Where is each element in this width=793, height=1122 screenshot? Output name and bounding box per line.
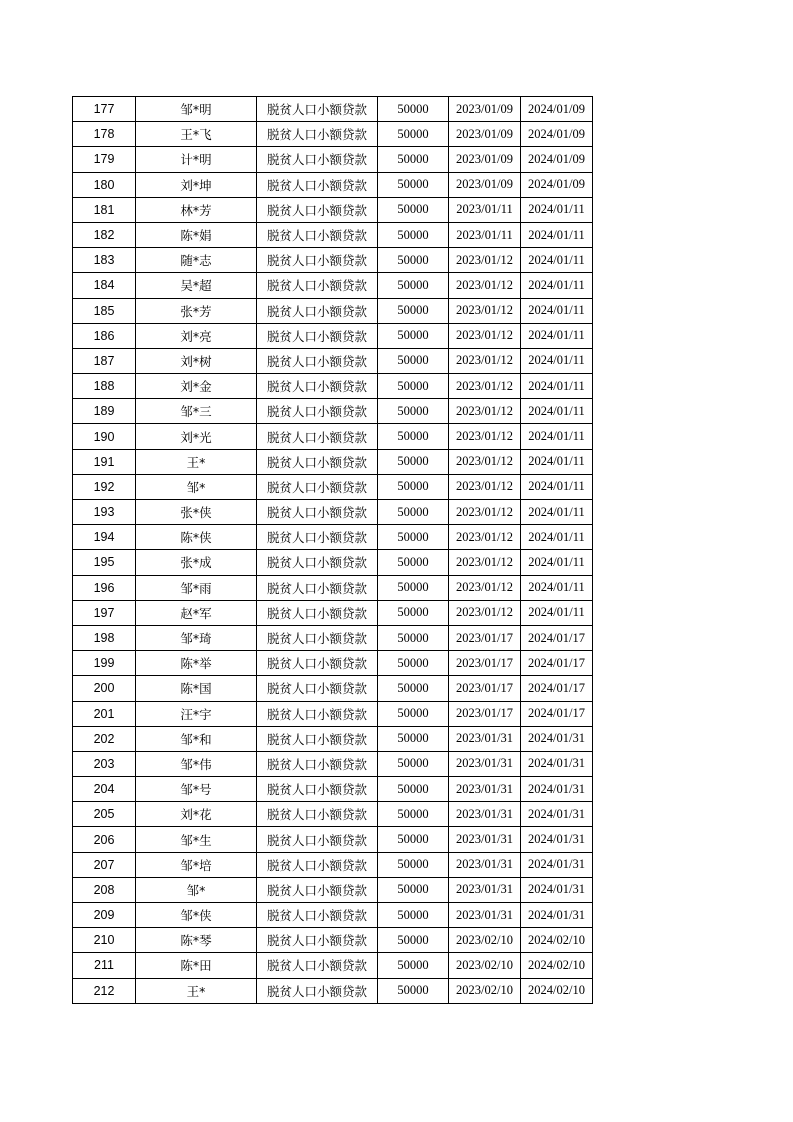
- row-number-cell: 183: [73, 248, 136, 273]
- loan-amount-cell: 50000: [378, 827, 449, 852]
- loan-type-cell: 脱贫人口小额贷款: [257, 777, 378, 802]
- loan-type-cell: 脱贫人口小额贷款: [257, 147, 378, 172]
- start-date-cell: 2023/01/09: [449, 172, 521, 197]
- table-row: [73, 600, 593, 625]
- table-row: [73, 802, 593, 827]
- start-date-cell: 2023/01/31: [449, 877, 521, 902]
- loan-amount-cell: 50000: [378, 197, 449, 222]
- table-row: [73, 928, 593, 953]
- loan-amount-cell: 50000: [378, 852, 449, 877]
- row-number-cell: 197: [73, 600, 136, 625]
- borrower-name-cell: 邹*: [136, 474, 257, 499]
- loan-type-cell: 脱贫人口小额贷款: [257, 903, 378, 928]
- row-number-cell: 200: [73, 676, 136, 701]
- loan-amount-cell: 50000: [378, 298, 449, 323]
- loan-amount-cell: 50000: [378, 172, 449, 197]
- start-date-cell: 2023/01/17: [449, 625, 521, 650]
- start-date-cell: 2023/01/12: [449, 600, 521, 625]
- loan-type-cell: 脱贫人口小额贷款: [257, 550, 378, 575]
- end-date-cell: 2024/01/11: [521, 550, 593, 575]
- table-row: [73, 852, 593, 877]
- end-date-cell: 2024/01/31: [521, 802, 593, 827]
- row-number-cell: 189: [73, 399, 136, 424]
- end-date-cell: 2024/01/11: [521, 298, 593, 323]
- loan-amount-cell: 50000: [378, 978, 449, 1003]
- loan-amount-cell: 50000: [378, 374, 449, 399]
- loan-type-cell: 脱贫人口小额贷款: [257, 222, 378, 247]
- loan-table-body: [73, 97, 593, 1004]
- loan-amount-cell: 50000: [378, 928, 449, 953]
- start-date-cell: 2023/01/12: [449, 500, 521, 525]
- end-date-cell: 2024/01/11: [521, 424, 593, 449]
- table-row: [73, 903, 593, 928]
- row-number-cell: 186: [73, 323, 136, 348]
- end-date-cell: 2024/01/31: [521, 777, 593, 802]
- table-row: [73, 273, 593, 298]
- row-number-cell: 205: [73, 802, 136, 827]
- borrower-name-cell: 汪*宇: [136, 701, 257, 726]
- loan-type-cell: 脱贫人口小额贷款: [257, 474, 378, 499]
- borrower-name-cell: 邹*侠: [136, 903, 257, 928]
- loan-type-cell: 脱贫人口小额贷款: [257, 600, 378, 625]
- loan-amount-cell: 50000: [378, 474, 449, 499]
- table-row: [73, 676, 593, 701]
- row-number-cell: 184: [73, 273, 136, 298]
- end-date-cell: 2024/01/11: [521, 500, 593, 525]
- start-date-cell: 2023/01/17: [449, 651, 521, 676]
- start-date-cell: 2023/01/09: [449, 97, 521, 122]
- row-number-cell: 210: [73, 928, 136, 953]
- start-date-cell: 2023/01/12: [449, 273, 521, 298]
- loan-amount-cell: 50000: [378, 273, 449, 298]
- table-row: [73, 122, 593, 147]
- borrower-name-cell: 邹*培: [136, 852, 257, 877]
- end-date-cell: 2024/01/11: [521, 525, 593, 550]
- loan-amount-cell: 50000: [378, 802, 449, 827]
- table-row: [73, 953, 593, 978]
- table-row: [73, 651, 593, 676]
- borrower-name-cell: 刘*坤: [136, 172, 257, 197]
- loan-type-cell: 脱贫人口小额贷款: [257, 424, 378, 449]
- borrower-name-cell: 刘*花: [136, 802, 257, 827]
- table-row: [73, 172, 593, 197]
- table-row: [73, 575, 593, 600]
- loan-type-cell: 脱贫人口小额贷款: [257, 122, 378, 147]
- borrower-name-cell: 赵*军: [136, 600, 257, 625]
- loan-type-cell: 脱贫人口小额贷款: [257, 172, 378, 197]
- borrower-name-cell: 林*芳: [136, 197, 257, 222]
- row-number-cell: 177: [73, 97, 136, 122]
- loan-amount-cell: 50000: [378, 676, 449, 701]
- table-row: [73, 978, 593, 1003]
- row-number-cell: 207: [73, 852, 136, 877]
- loan-type-cell: 脱贫人口小额贷款: [257, 877, 378, 902]
- end-date-cell: 2024/01/09: [521, 122, 593, 147]
- loan-amount-cell: 50000: [378, 449, 449, 474]
- row-number-cell: 194: [73, 525, 136, 550]
- loan-type-cell: 脱贫人口小额贷款: [257, 625, 378, 650]
- end-date-cell: 2024/01/11: [521, 474, 593, 499]
- end-date-cell: 2024/01/09: [521, 147, 593, 172]
- row-number-cell: 208: [73, 877, 136, 902]
- loan-type-cell: 脱贫人口小额贷款: [257, 449, 378, 474]
- start-date-cell: 2023/01/31: [449, 852, 521, 877]
- start-date-cell: 2023/01/11: [449, 197, 521, 222]
- table-row: [73, 877, 593, 902]
- start-date-cell: 2023/01/31: [449, 777, 521, 802]
- start-date-cell: 2023/02/10: [449, 978, 521, 1003]
- row-number-cell: 203: [73, 751, 136, 776]
- table-row: [73, 474, 593, 499]
- end-date-cell: 2024/02/10: [521, 928, 593, 953]
- end-date-cell: 2024/01/11: [521, 374, 593, 399]
- table-row: [73, 827, 593, 852]
- borrower-name-cell: 刘*金: [136, 374, 257, 399]
- loan-amount-cell: 50000: [378, 751, 449, 776]
- end-date-cell: 2024/01/31: [521, 852, 593, 877]
- borrower-name-cell: 陈*国: [136, 676, 257, 701]
- loan-amount-cell: 50000: [378, 525, 449, 550]
- row-number-cell: 192: [73, 474, 136, 499]
- end-date-cell: 2024/01/11: [521, 222, 593, 247]
- loan-amount-cell: 50000: [378, 323, 449, 348]
- table-row: [73, 147, 593, 172]
- loan-type-cell: 脱贫人口小额贷款: [257, 298, 378, 323]
- row-number-cell: 199: [73, 651, 136, 676]
- loan-type-cell: 脱贫人口小额贷款: [257, 953, 378, 978]
- table-row: [73, 751, 593, 776]
- loan-amount-cell: 50000: [378, 600, 449, 625]
- row-number-cell: 187: [73, 348, 136, 373]
- loan-amount-cell: 50000: [378, 147, 449, 172]
- end-date-cell: 2024/01/11: [521, 273, 593, 298]
- borrower-name-cell: 邹*号: [136, 777, 257, 802]
- loan-type-cell: 脱贫人口小额贷款: [257, 500, 378, 525]
- loan-type-cell: 脱贫人口小额贷款: [257, 525, 378, 550]
- table-row: [73, 323, 593, 348]
- row-number-cell: 188: [73, 374, 136, 399]
- end-date-cell: 2024/01/17: [521, 651, 593, 676]
- end-date-cell: 2024/01/11: [521, 248, 593, 273]
- row-number-cell: 193: [73, 500, 136, 525]
- loan-type-cell: 脱贫人口小额贷款: [257, 97, 378, 122]
- borrower-name-cell: 邹*雨: [136, 575, 257, 600]
- start-date-cell: 2023/01/12: [449, 449, 521, 474]
- borrower-name-cell: 刘*光: [136, 424, 257, 449]
- table-row: [73, 222, 593, 247]
- loan-amount-cell: 50000: [378, 877, 449, 902]
- end-date-cell: 2024/01/09: [521, 172, 593, 197]
- loan-amount-cell: 50000: [378, 726, 449, 751]
- row-number-cell: 178: [73, 122, 136, 147]
- loan-amount-cell: 50000: [378, 777, 449, 802]
- loan-type-cell: 脱贫人口小额贷款: [257, 701, 378, 726]
- start-date-cell: 2023/01/11: [449, 222, 521, 247]
- row-number-cell: 190: [73, 424, 136, 449]
- borrower-name-cell: 刘*树: [136, 348, 257, 373]
- start-date-cell: 2023/01/17: [449, 701, 521, 726]
- start-date-cell: 2023/01/17: [449, 676, 521, 701]
- start-date-cell: 2023/01/31: [449, 802, 521, 827]
- start-date-cell: 2023/01/12: [449, 399, 521, 424]
- loan-amount-cell: 50000: [378, 903, 449, 928]
- borrower-name-cell: 张*芳: [136, 298, 257, 323]
- start-date-cell: 2023/01/12: [449, 323, 521, 348]
- table-row: [73, 197, 593, 222]
- table-row: [73, 726, 593, 751]
- row-number-cell: 198: [73, 625, 136, 650]
- borrower-name-cell: 邹*和: [136, 726, 257, 751]
- start-date-cell: 2023/01/12: [449, 298, 521, 323]
- borrower-name-cell: 刘*亮: [136, 323, 257, 348]
- end-date-cell: 2024/01/11: [521, 600, 593, 625]
- row-number-cell: 195: [73, 550, 136, 575]
- borrower-name-cell: 张*成: [136, 550, 257, 575]
- end-date-cell: 2024/01/17: [521, 701, 593, 726]
- row-number-cell: 202: [73, 726, 136, 751]
- end-date-cell: 2024/01/11: [521, 575, 593, 600]
- loan-type-cell: 脱贫人口小额贷款: [257, 978, 378, 1003]
- loan-type-cell: 脱贫人口小额贷款: [257, 827, 378, 852]
- start-date-cell: 2023/01/31: [449, 726, 521, 751]
- start-date-cell: 2023/01/31: [449, 751, 521, 776]
- table-row: [73, 374, 593, 399]
- loan-type-cell: 脱贫人口小额贷款: [257, 651, 378, 676]
- borrower-name-cell: 陈*侠: [136, 525, 257, 550]
- loan-amount-cell: 50000: [378, 625, 449, 650]
- table-row: [73, 399, 593, 424]
- end-date-cell: 2024/01/11: [521, 348, 593, 373]
- loan-type-cell: 脱贫人口小额贷款: [257, 751, 378, 776]
- row-number-cell: 180: [73, 172, 136, 197]
- loan-type-cell: 脱贫人口小额贷款: [257, 273, 378, 298]
- loan-type-cell: 脱贫人口小额贷款: [257, 374, 378, 399]
- borrower-name-cell: 王*: [136, 978, 257, 1003]
- end-date-cell: 2024/01/31: [521, 827, 593, 852]
- table-row: [73, 424, 593, 449]
- end-date-cell: 2024/01/31: [521, 903, 593, 928]
- loan-amount-cell: 50000: [378, 701, 449, 726]
- borrower-name-cell: 陈*田: [136, 953, 257, 978]
- end-date-cell: 2024/02/10: [521, 978, 593, 1003]
- loan-type-cell: 脱贫人口小额贷款: [257, 399, 378, 424]
- start-date-cell: 2023/01/09: [449, 122, 521, 147]
- row-number-cell: 209: [73, 903, 136, 928]
- start-date-cell: 2023/01/12: [449, 474, 521, 499]
- row-number-cell: 211: [73, 953, 136, 978]
- start-date-cell: 2023/01/12: [449, 374, 521, 399]
- loan-amount-cell: 50000: [378, 399, 449, 424]
- loan-amount-cell: 50000: [378, 348, 449, 373]
- start-date-cell: 2023/01/12: [449, 424, 521, 449]
- loan-type-cell: 脱贫人口小额贷款: [257, 575, 378, 600]
- start-date-cell: 2023/01/31: [449, 827, 521, 852]
- loan-amount-cell: 50000: [378, 550, 449, 575]
- end-date-cell: 2024/01/31: [521, 726, 593, 751]
- borrower-name-cell: 王*: [136, 449, 257, 474]
- table-row: [73, 625, 593, 650]
- table-row: [73, 97, 593, 122]
- table-row: [73, 525, 593, 550]
- table-row: [73, 500, 593, 525]
- borrower-name-cell: 王*飞: [136, 122, 257, 147]
- loan-type-cell: 脱贫人口小额贷款: [257, 323, 378, 348]
- loan-amount-cell: 50000: [378, 222, 449, 247]
- loan-amount-cell: 50000: [378, 953, 449, 978]
- row-number-cell: 204: [73, 777, 136, 802]
- row-number-cell: 191: [73, 449, 136, 474]
- row-number-cell: 206: [73, 827, 136, 852]
- borrower-name-cell: 计*明: [136, 147, 257, 172]
- loan-amount-cell: 50000: [378, 651, 449, 676]
- loan-amount-cell: 50000: [378, 122, 449, 147]
- borrower-name-cell: 邹*琦: [136, 625, 257, 650]
- row-number-cell: 179: [73, 147, 136, 172]
- start-date-cell: 2023/01/12: [449, 525, 521, 550]
- end-date-cell: 2024/01/11: [521, 197, 593, 222]
- borrower-name-cell: 邹*生: [136, 827, 257, 852]
- table-row: [73, 298, 593, 323]
- end-date-cell: 2024/01/17: [521, 676, 593, 701]
- start-date-cell: 2023/01/12: [449, 575, 521, 600]
- borrower-name-cell: 邹*伟: [136, 751, 257, 776]
- row-number-cell: 212: [73, 978, 136, 1003]
- borrower-name-cell: 邹*三: [136, 399, 257, 424]
- start-date-cell: 2023/01/12: [449, 550, 521, 575]
- loan-amount-cell: 50000: [378, 248, 449, 273]
- end-date-cell: 2024/02/10: [521, 953, 593, 978]
- loan-type-cell: 脱贫人口小额贷款: [257, 726, 378, 751]
- borrower-name-cell: 邹*: [136, 877, 257, 902]
- loan-amount-cell: 50000: [378, 424, 449, 449]
- row-number-cell: 181: [73, 197, 136, 222]
- end-date-cell: 2024/01/31: [521, 751, 593, 776]
- loan-type-cell: 脱贫人口小额贷款: [257, 852, 378, 877]
- row-number-cell: 196: [73, 575, 136, 600]
- borrower-name-cell: 随*志: [136, 248, 257, 273]
- end-date-cell: 2024/01/31: [521, 877, 593, 902]
- table-row: [73, 449, 593, 474]
- row-number-cell: 185: [73, 298, 136, 323]
- loan-amount-cell: 50000: [378, 97, 449, 122]
- loan-type-cell: 脱贫人口小额贷款: [257, 676, 378, 701]
- borrower-name-cell: 陈*琴: [136, 928, 257, 953]
- table-row: [73, 550, 593, 575]
- end-date-cell: 2024/01/17: [521, 625, 593, 650]
- loan-type-cell: 脱贫人口小额贷款: [257, 802, 378, 827]
- start-date-cell: 2023/01/12: [449, 248, 521, 273]
- start-date-cell: 2023/01/09: [449, 147, 521, 172]
- end-date-cell: 2024/01/09: [521, 97, 593, 122]
- end-date-cell: 2024/01/11: [521, 399, 593, 424]
- end-date-cell: 2024/01/11: [521, 323, 593, 348]
- start-date-cell: 2023/01/12: [449, 348, 521, 373]
- borrower-name-cell: 张*侠: [136, 500, 257, 525]
- row-number-cell: 182: [73, 222, 136, 247]
- loan-type-cell: 脱贫人口小额贷款: [257, 248, 378, 273]
- start-date-cell: 2023/02/10: [449, 953, 521, 978]
- loan-type-cell: 脱贫人口小额贷款: [257, 928, 378, 953]
- loan-type-cell: 脱贫人口小额贷款: [257, 348, 378, 373]
- loan-type-cell: 脱贫人口小额贷款: [257, 197, 378, 222]
- table-row: [73, 248, 593, 273]
- borrower-name-cell: 陈*举: [136, 651, 257, 676]
- row-number-cell: 201: [73, 701, 136, 726]
- borrower-name-cell: 吴*超: [136, 273, 257, 298]
- table-row: [73, 348, 593, 373]
- start-date-cell: 2023/02/10: [449, 928, 521, 953]
- table-row: [73, 701, 593, 726]
- start-date-cell: 2023/01/31: [449, 903, 521, 928]
- borrower-name-cell: 邹*明: [136, 97, 257, 122]
- end-date-cell: 2024/01/11: [521, 449, 593, 474]
- loan-amount-cell: 50000: [378, 500, 449, 525]
- borrower-name-cell: 陈*娟: [136, 222, 257, 247]
- loan-table: [72, 96, 593, 1004]
- loan-amount-cell: 50000: [378, 575, 449, 600]
- table-row: [73, 777, 593, 802]
